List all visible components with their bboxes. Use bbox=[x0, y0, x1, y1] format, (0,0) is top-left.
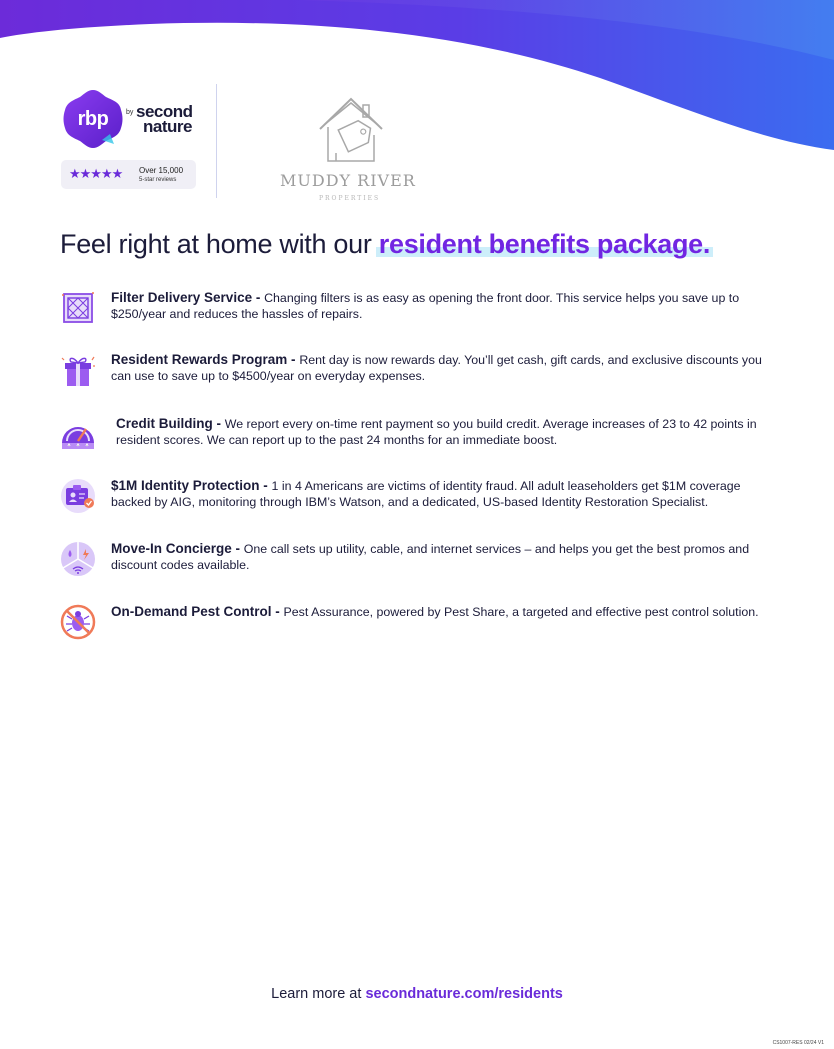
no-pest-icon bbox=[59, 603, 97, 641]
headline-plain: Feel right at home with our bbox=[60, 229, 379, 259]
benefit-title: Resident Rewards Program - bbox=[111, 352, 300, 367]
house-tag-icon bbox=[316, 95, 386, 165]
brand-nature: nature bbox=[143, 117, 192, 136]
five-stars-icon: ★★★★★ bbox=[69, 166, 123, 181]
by-label: by bbox=[126, 109, 134, 116]
benefit-description: Rent day is now rewards day. You’ll get cash, gift cards, and exclusive discounts you can use to save up to $4500/year on everyday expenses. bbox=[111, 353, 762, 384]
benefit-title: Credit Building - bbox=[116, 416, 225, 431]
logo-divider bbox=[216, 84, 217, 198]
header-wave bbox=[0, 0, 834, 150]
residents-link[interactable]: secondnature.com/residents bbox=[365, 986, 563, 1002]
document-code: CS1007-RES 02/24 V1 bbox=[772, 1040, 824, 1046]
learn-more-prefix: Learn more at bbox=[271, 986, 366, 1002]
identity-card-icon bbox=[59, 477, 97, 515]
benefit-description: We report every on-time rent payment so you build credit. Average increases of 23 to 42 points in resident scores. We can report up to the past 24 months for an immediate boost. bbox=[116, 417, 757, 448]
benefit-title: $1M Identity Protection - bbox=[111, 478, 272, 493]
reviews-count: Over 15,000 bbox=[139, 166, 184, 175]
benefit-title: Filter Delivery Service - bbox=[111, 290, 265, 305]
benefit-title: On-Demand Pest Control - bbox=[111, 604, 284, 619]
partner-name: MUDDY RIVER bbox=[280, 171, 416, 190]
rbp-wordmark: rbp bbox=[77, 107, 109, 130]
benefit-description: 1 in 4 Americans are victims of identity fraud. All adult leaseholders get $1M coverage backed by AIG, monitoring through IBM’s Watson, and a dedicated, US-based Identity Restoration Specialist. bbox=[111, 479, 741, 510]
brand-second: second bbox=[136, 102, 193, 121]
page-headline bbox=[60, 229, 710, 260]
benefit-description: One call sets up utility, cable, and internet services – and helps you get the best promos and discount codes available. bbox=[111, 542, 750, 573]
credit-gauge-icon bbox=[59, 415, 97, 453]
headline-highlight: resident benefits package. bbox=[378, 229, 711, 259]
learn-more-line bbox=[0, 986, 834, 1002]
utilities-icon bbox=[59, 540, 97, 578]
air-filter-icon bbox=[59, 289, 97, 327]
reviews-caption: 5-star reviews bbox=[139, 177, 177, 183]
benefit-description: Pest Assurance, powered by Pest Share, a targeted and effective pest control solution. bbox=[283, 605, 759, 619]
gift-box-icon bbox=[59, 352, 97, 390]
benefit-description: Changing filters is as easy as opening the front door. This service helps you save up to $250/year and reduces the hassles of repairs. bbox=[111, 291, 740, 322]
partner-subtitle: PROPERTIES bbox=[319, 195, 381, 202]
benefit-title: Move-In Concierge - bbox=[111, 541, 244, 556]
